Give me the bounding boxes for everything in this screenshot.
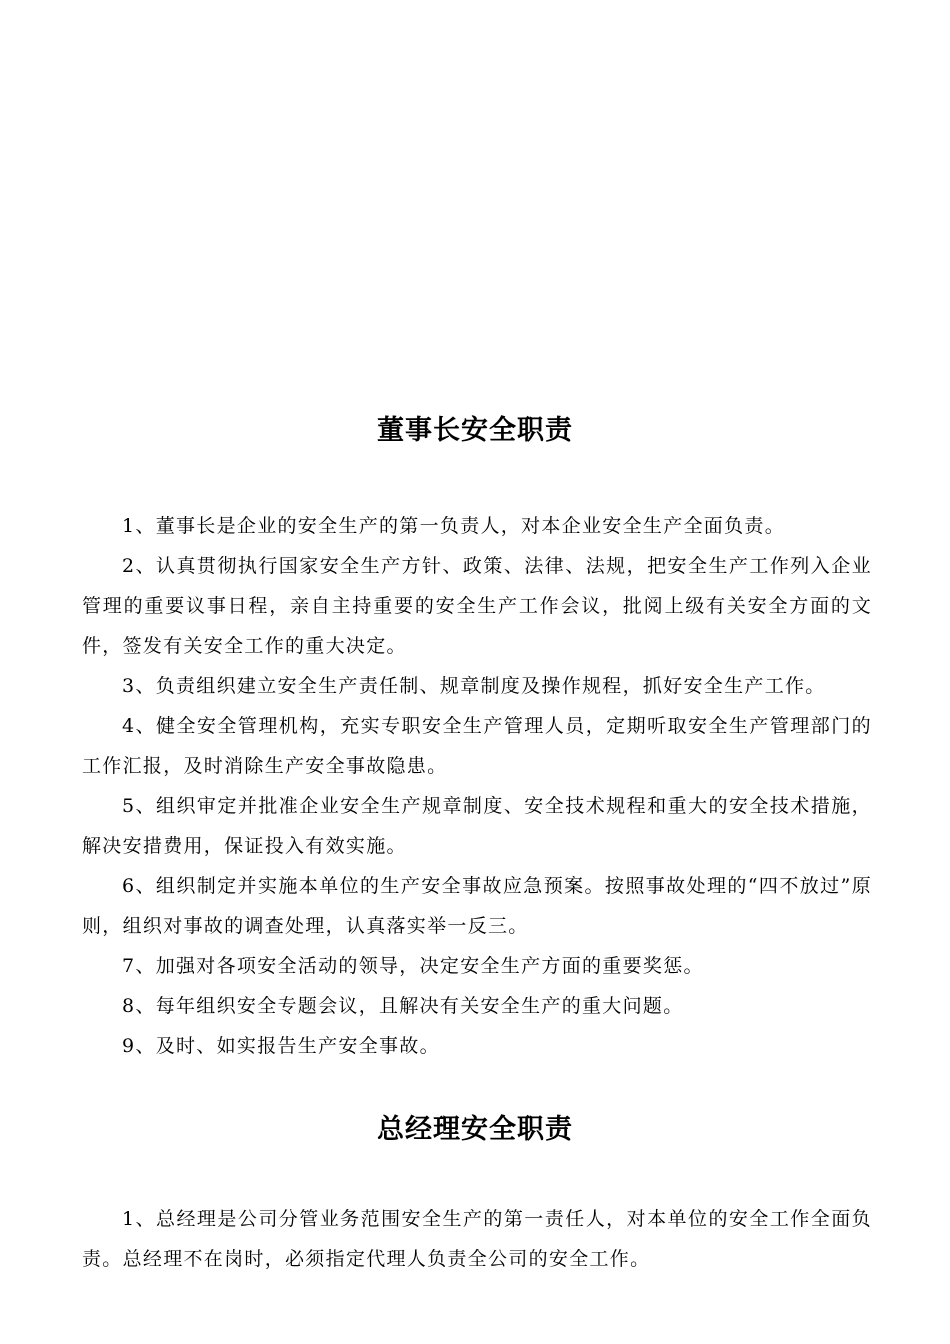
duty-item: 1、总经理是公司分管业务范围安全生产的第一责任人，对本单位的安全工作全面负责。总经理不在岗时，必须指定代理人负责全公司的安全工作。 bbox=[82, 1208, 872, 1270]
duty-item: 3、负责组织建立安全生产责任制、规章制度及操作规程，抓好安全生产工作。 bbox=[122, 675, 826, 697]
duty-item: 2、认真贯彻执行国家安全生产方针、政策、法律、法规，把安全生产工作列入企业管理的重要议事日程，亲自主持重要的安全生产工作会议，批阅上级有关安全方面的文件，签发有关安全工作的重大决定。 bbox=[82, 555, 872, 657]
duty-item: 7、加强对各项安全活动的领导，决定安全生产方面的重要奖惩。 bbox=[122, 955, 704, 977]
section-title-chairman: 董事长安全职责 bbox=[377, 415, 573, 446]
duty-item: 5、组织审定并批准企业安全生产规章制度、安全技术规程和重大的安全技术措施，解决安措费用，保证投入有效实施。 bbox=[82, 795, 872, 857]
duty-item: 9、及时、如实报告生产安全事故。 bbox=[122, 1035, 440, 1057]
duty-item: 1、董事长是企业的安全生产的第一负责人，对本企业安全生产全面负责。 bbox=[122, 515, 785, 537]
duty-item: 4、健全安全管理机构，充实专职安全生产管理人员，定期听取安全生产管理部门的工作汇报，及时消除生产安全事故隐患。 bbox=[82, 715, 872, 777]
duty-item: 6、组织制定并实施本单位的生产安全事故应急预案。按照事故处理的“四不放过”原则，组织对事故的调查处理，认真落实举一反三。 bbox=[82, 875, 872, 937]
chairman-duties-list bbox=[82, 506, 872, 1066]
general-manager-duties-list bbox=[82, 1199, 872, 1279]
duty-item: 8、每年组织安全专题会议，且解决有关安全生产的重大问题。 bbox=[122, 995, 684, 1017]
section-title-general-manager: 总经理安全职责 bbox=[377, 1114, 573, 1145]
